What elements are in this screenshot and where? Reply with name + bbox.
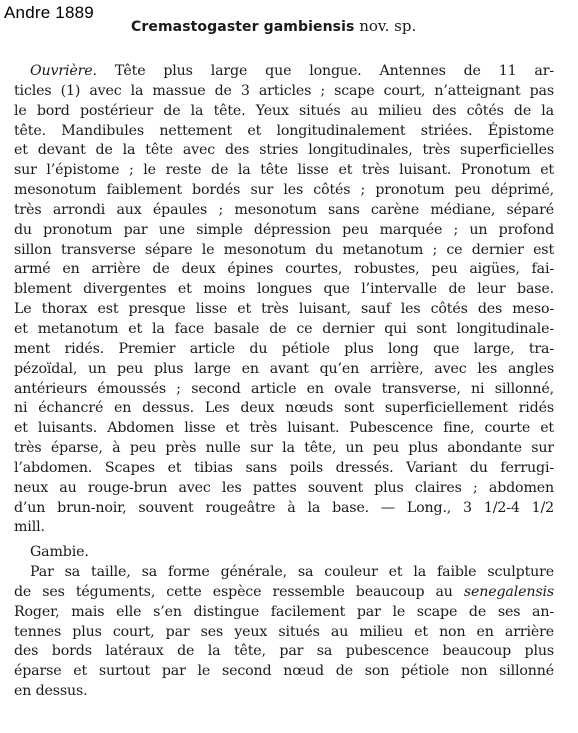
locality-paragraph	[14, 543, 554, 563]
species-name: Cremastogaster gambiensis	[131, 19, 355, 35]
description-line: et metanotum et la face basale de ce dernier qui sont longitudinale-	[14, 320, 554, 337]
description-line: sur l’épistome ; le reste de la tête lisse et très luisant. Pronotum et	[14, 162, 554, 179]
comparison-line: éparse et surtout par le second nœud de son pétiole non sillonné	[14, 663, 554, 680]
comparison-line: de ses téguments, cette espèce ressemble beaucoup au senegalensis	[14, 583, 554, 600]
comparison-paragraph	[14, 563, 554, 702]
comparison-line: en dessus.	[14, 683, 88, 700]
description-line: très éparse, à peu près nulle sur la tête, un peu plus abondante sur	[14, 440, 554, 457]
description-line: le bord postérieur de la tête. Yeux situés au milieu des côtés de la	[14, 102, 554, 119]
description-line: blement divergentes et moins longues que l’intervalle de leur base.	[14, 281, 554, 298]
description-line: tête. Mandibules nettement et longitudinalement striées. Épistome	[14, 122, 554, 139]
description-line: et devant de la tête avec des stries longitudinales, très superficielles	[14, 142, 554, 159]
comparison-line: Roger, mais elle s’en distingue facilement par le scape de ses an-	[14, 603, 554, 620]
description-line: ni échancré en dessus. Les deux nœuds sont superficiellement ridés	[14, 400, 554, 417]
description-line: ticles (1) avec la massue de 3 articles ; scape court, n’atteignant pas	[14, 82, 554, 99]
species-suffix: nov. sp.	[359, 17, 417, 35]
description-line: très arrondi aux épaules ; mesonotum sans carène médiane, séparé	[14, 201, 554, 218]
description-line: mesonotum faiblement bordés sur les côtés ; pronotum peu déprimé,	[14, 182, 554, 199]
description-line: mill.	[14, 519, 45, 536]
description-line: sillon transverse sépare le mesonotum du metanotum ; ce dernier est	[14, 241, 554, 258]
description-line: neux au rouge-brun avec les pattes souvent plus claires ; abdomen	[14, 479, 554, 496]
worker-description	[14, 62, 554, 538]
description-line: pézoïdal, un peu plus large en avant qu’en arrière, avec les angles	[14, 360, 554, 377]
locality: Gambie.	[30, 544, 89, 560]
description-line: armé en arrière de deux épines courtes, robustes, peu aigües, fai-	[14, 261, 554, 278]
description-line: Ouvrière. Tête plus large que longue. Antennes de 11 ar-	[30, 63, 554, 79]
description-line: antérieurs émoussés ; second article en ovale transverse, ni sillonné,	[14, 380, 554, 397]
comparison-line: des bords latéraux de la tête, par sa pubescence beaucoup plus	[14, 643, 554, 660]
description-line: l’abdomen. Scapes et tibias sans poils dressés. Variant du ferrugi-	[14, 459, 554, 476]
page-label: Andre 1889	[4, 3, 94, 22]
comparison-line: tennes plus court, par ses yeux situés au milieu et non en arrière	[14, 623, 554, 640]
species-reference: senegalensis	[463, 583, 554, 600]
description-line: ment ridés. Premier article du pétiole plus long que large, tra-	[14, 340, 554, 357]
caste-label: Ouvrière.	[30, 63, 97, 79]
comparison-line: Par sa taille, sa forme générale, sa couleur et la faible sculpture	[30, 564, 554, 580]
description-line: du pronotum par une simple dépression peu marquée ; un profond	[14, 221, 554, 238]
species-heading	[131, 17, 416, 35]
description-line: d’un brun-noir, souvent rougeâtre à la base. — Long., 3 1/2-4 1/2	[14, 499, 554, 516]
description-line: et luisants. Abdomen lisse et très luisant. Pubescence fine, courte et	[14, 420, 554, 437]
description-line: Le thorax est presque lisse et très luisant, sauf les côtés des meso-	[14, 301, 554, 318]
